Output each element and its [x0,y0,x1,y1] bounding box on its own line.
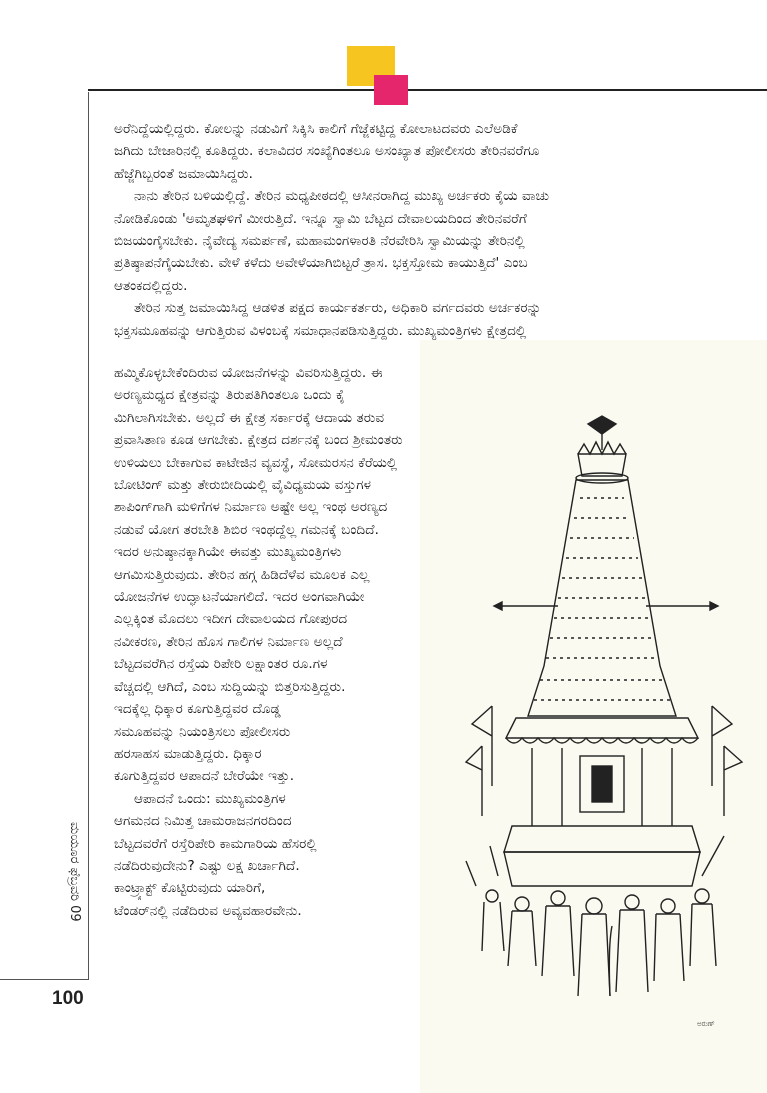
text-line: ಬಿಜಯಂಗೈಸಬೇಕು. ನೈವೇದ್ಯ ಸಮರ್ಪಣೆ, ಮಹಾಮಂಗಳಾರತಿ ನೆರವೇರಿಸಿ ಸ್ವಾಮಿಯನ್ನು ತೇರಿನಲ್ಲಿ [114,233,525,250]
text-line: ಪ್ರತಿಷ್ಠಾಪನೆಗೈಯಬೇಕು. ವೇಳೆ ಕಳೆದು ಅವೇಳೆಯಾಗಿಬಿಟ್ಟರೆ ತ್ರಾಸ. ಭಕ್ತಸ್ತೋಮ ಕಾಯುತ್ತಿದೆ' ಎಂಬ [114,255,528,272]
text-line: ಅರೆನಿದ್ದೆಯಲ್ಲಿದ್ದರು. ಕೋಲನ್ನು ನಡುವಿಗೆ ಸಿಕ್ಕಿಸಿ ಕಾಲಿಗೆ ಗೆಜ್ಜೆಕಟ್ಟಿದ್ದ ಕೋಲಾಟದವರು ಎಲೆಅಡಿಕೆ [114,121,518,137]
header-rule [88,89,767,91]
chariot-procession-icon [462,406,762,1036]
text-line: ನೋಡಿಕೊಂಡು 'ಅಮೃತಘಳಿಗೆ ಮೀರುತ್ತಿದೆ. ಇನ್ನೂ ಸ್ವಾಮಿ ಬೆಟ್ಟದ ದೇವಾಲಯದಿಂದ ತೇರಿನವರೆಗೆ [114,210,527,227]
text-line: ಬೆಟ್ಟದವರೆಗೆ ರಸ್ತೆರಿಪೇರಿ ಕಾಮಗಾರಿಯ ಹೆಸರಲ್ಲಿ [114,835,317,852]
decor-square-pink [374,75,408,105]
text-line: ಶಾಪಿಂಗ್‌ಗಾಗಿ ಮಳಿಗೆಗಳ ನಿರ್ಮಾಣ ಅಷ್ಟೇ ಅಲ್ಲ ಇಂಥ ಅರಣ್ಯದ [114,499,388,516]
text-line: ಅರಣ್ಯಮಧ್ಯದ ಕ್ಷೇತ್ರವನ್ನು ತಿರುಪತಿಗಿಂತಲೂ ಒಂದು ಕೈ [114,387,346,404]
text-line: ಬೆಟ್ಟದವರೆಗಿನ ರಸ್ತೆಯ ರಿಪೇರಿ ಲಕ್ಷಾಂತರ ರೂ.ಗಳ [114,656,328,673]
text-line: ಎಲ್ಲಕ್ಕಿಂತ ಮೊದಲು ಇದೀಗ ದೇವಾಲಯದ ಗೋಪುರದ [114,611,348,628]
text-line: ಆತಂಕದಲ್ಲಿದ್ದರು. [114,277,188,294]
text-line: ಟೆಂಡರ್‌ನಲ್ಲಿ ನಡೆದಿರುವ ಅವ್ಯವಹಾರವೇನು. [114,902,302,919]
article-body-full [114,118,699,342]
text-line: ವೆಚ್ಚದಲ್ಲಿ ಆಗಿದೆ, ಎಂಬ ಸುದ್ದಿಯನ್ನು ಬಿತ್ತರಿಸುತ್ತಿದ್ದರು. [114,678,346,695]
text-line: ಮಿಗಿಲಾಗಿಸಬೇಕು. ಅಲ್ಲದೆ ಈ ಕ್ಷೇತ್ರ ಸರ್ಕಾರಕ್ಕೆ ಆದಾಯ ತರುವ [114,409,385,426]
text-line: ಭಕ್ತಸಮೂಹವನ್ನು ಆಗುತ್ತಿರುವ ವಿಳಂಬಕ್ಕೆ ಸಮಾಧಾನಪಡಿಸುತ್ತಿದ್ದರು. ಮುಖ್ಯಮಂತ್ರಿಗಳು ಕ್ಷೇತ್ರದಲ್ಲಿ [114,322,527,339]
text-line: ಕೂಗುತ್ತಿದ್ದವರ ಆಪಾದನೆ ಬೇರೆಯೇ ಇತ್ತು. [114,768,295,785]
text-line: ಹೆಜ್ಜೆಗಿಬ್ಬರಂತೆ ಜಮಾಯಿಸಿದ್ದರು. [114,165,254,182]
illustration-signature: ಅರುಣ್ [697,1020,715,1028]
magazine-side-label [62,822,82,972]
text-line: ಹರಸಾಹಸ ಮಾಡುತ್ತಿದ್ದರು. ಧಿಕ್ಕಾರ [114,745,262,762]
text-line: ಹಮ್ಮಿಕೊಳ್ಳಬೇಕೆಂದಿರುವ ಯೋಜನೆಗಳನ್ನು ವಿವರಿಸುತ್ತಿದ್ದರು. ಈ [114,365,383,381]
text-line: ಬೋಟಿಂಗ್ ಮತ್ತು ತೇರುಬೀದಿಯಲ್ಲಿ ವೈವಿಧ್ಯಮಯ ವಸ್ತುಗಳ [114,477,372,494]
text-line: ಜಗಿದು ಬೇಜಾರಿನಲ್ಲಿ ಕೂತಿದ್ದರು. ಕಲಾವಿದರ ಸಂಖ್ಯೆಗಿಂತಲೂ ಅಸಂಖ್ಯಾತ ಪೋಲೀಸರು ತೇರಿನವರೆಗೂ [114,143,540,160]
text-line: ಪ್ರವಾಸಿತಾಣ ಕೂಡ ಆಗಬೇಕು. ಕ್ಷೇತ್ರದ ದರ್ಶನಕ್ಕೆ ಬಂದ ಶ್ರೀಮಂತರು [114,432,403,449]
text-line: ಆಗಮನದ ನಿಮಿತ್ತ ಚಾಮರಾಜನಗರದಿಂದ [114,813,292,830]
text-line: ತೇರಿನ ಸುತ್ತ ಜಮಾಯಿಸಿದ್ದ ಆಡಳಿತ ಪಕ್ಷದ ಕಾರ್ಯಕರ್ತರು, ಅಧಿಕಾರಿ ವರ್ಗದವರು ಅರ್ಚಕರನ್ನು [134,300,542,317]
text-line: ನಾನು ತೇರಿನ ಬಳಿಯಲ್ಲಿದ್ದೆ. ತೇರಿನ ಮಧ್ಯಪೀಠದಲ್ಲಿ ಆಸೀನರಾಗಿದ್ದ ಮುಖ್ಯ ಅರ್ಚಕರು ಕೈಯ ವಾಚು [134,188,550,205]
margin-rule [88,92,89,980]
text-line: ಕಾಂಟ್ರ್ಯಾಕ್ಟ್ ಕೊಟ್ಟಿರುವುದು ಯಾರಿಗೆ, [114,880,266,897]
text-line: ನಡುವೆ ಯೋಗ ತರಬೇತಿ ಶಿಬಿರ ಇಂಥದ್ದೆಲ್ಲ ಗಮನಕ್ಕೆ ಬಂದಿದೆ. [114,521,379,538]
footer-rule [0,979,88,980]
text-line: ಇದಕ್ಕೆಲ್ಲ ಧಿಕ್ಕಾರ ಕೂಗುತ್ತಿದ್ದವರ ದೊಡ್ಡ [114,701,281,718]
text-line: ಆಪಾದನೆ ಒಂದು: ಮುಖ್ಯಮಂತ್ರಿಗಳ [134,790,286,807]
side-label-text: ಮಯೂರ ಫೆಬ್ರವರಿ 09 [67,822,82,922]
text-line: ಆಗಮಿಸುತ್ತಿರುವುದು. ತೇರಿನ ಹಗ್ಗ ಹಿಡಿದೆಳೆವ ಮೂಲಕ ಎಲ್ಲ [114,566,370,583]
text-line: ನವೀಕರಣ, ತೇರಿನ ಹೊಸ ಗಾಲಿಗಳ ನಿರ್ಮಾಣ ಅಲ್ಲದೆ [114,633,343,650]
text-line: ನಡೆದಿರುವುದೇನು? ಎಷ್ಟು ಲಕ್ಷ ಖರ್ಚಾಗಿದೆ. [114,857,300,874]
text-line: ಉಳಿಯಲು ಬೇಕಾಗುವ ಕಾಟೇಜಿನ ವ್ಯವಸ್ಥೆ, ಸೋಮರಸನ ಕೆರೆಯಲ್ಲಿ [114,454,398,471]
article-body-narrow [114,362,444,922]
text-line: ಇದರ ಅನುಷ್ಠಾನಕ್ಕಾಗಿಯೇ ಈವತ್ತು ಮುಖ್ಯಮಂತ್ರಿಗಳು [114,544,342,561]
page-number: 100 [52,988,84,1009]
text-line: ಸಮೂಹವನ್ನು ನಿಯಂತ್ರಿಸಲು ಪೋಲೀಸರು [114,723,291,740]
text-line: ಯೋಜನೆಗಳ ಉದ್ಘಾಟನೆಯಾಗಲಿದೆ. ಇದರ ಅಂಗವಾಗಿಯೇ [114,589,365,606]
